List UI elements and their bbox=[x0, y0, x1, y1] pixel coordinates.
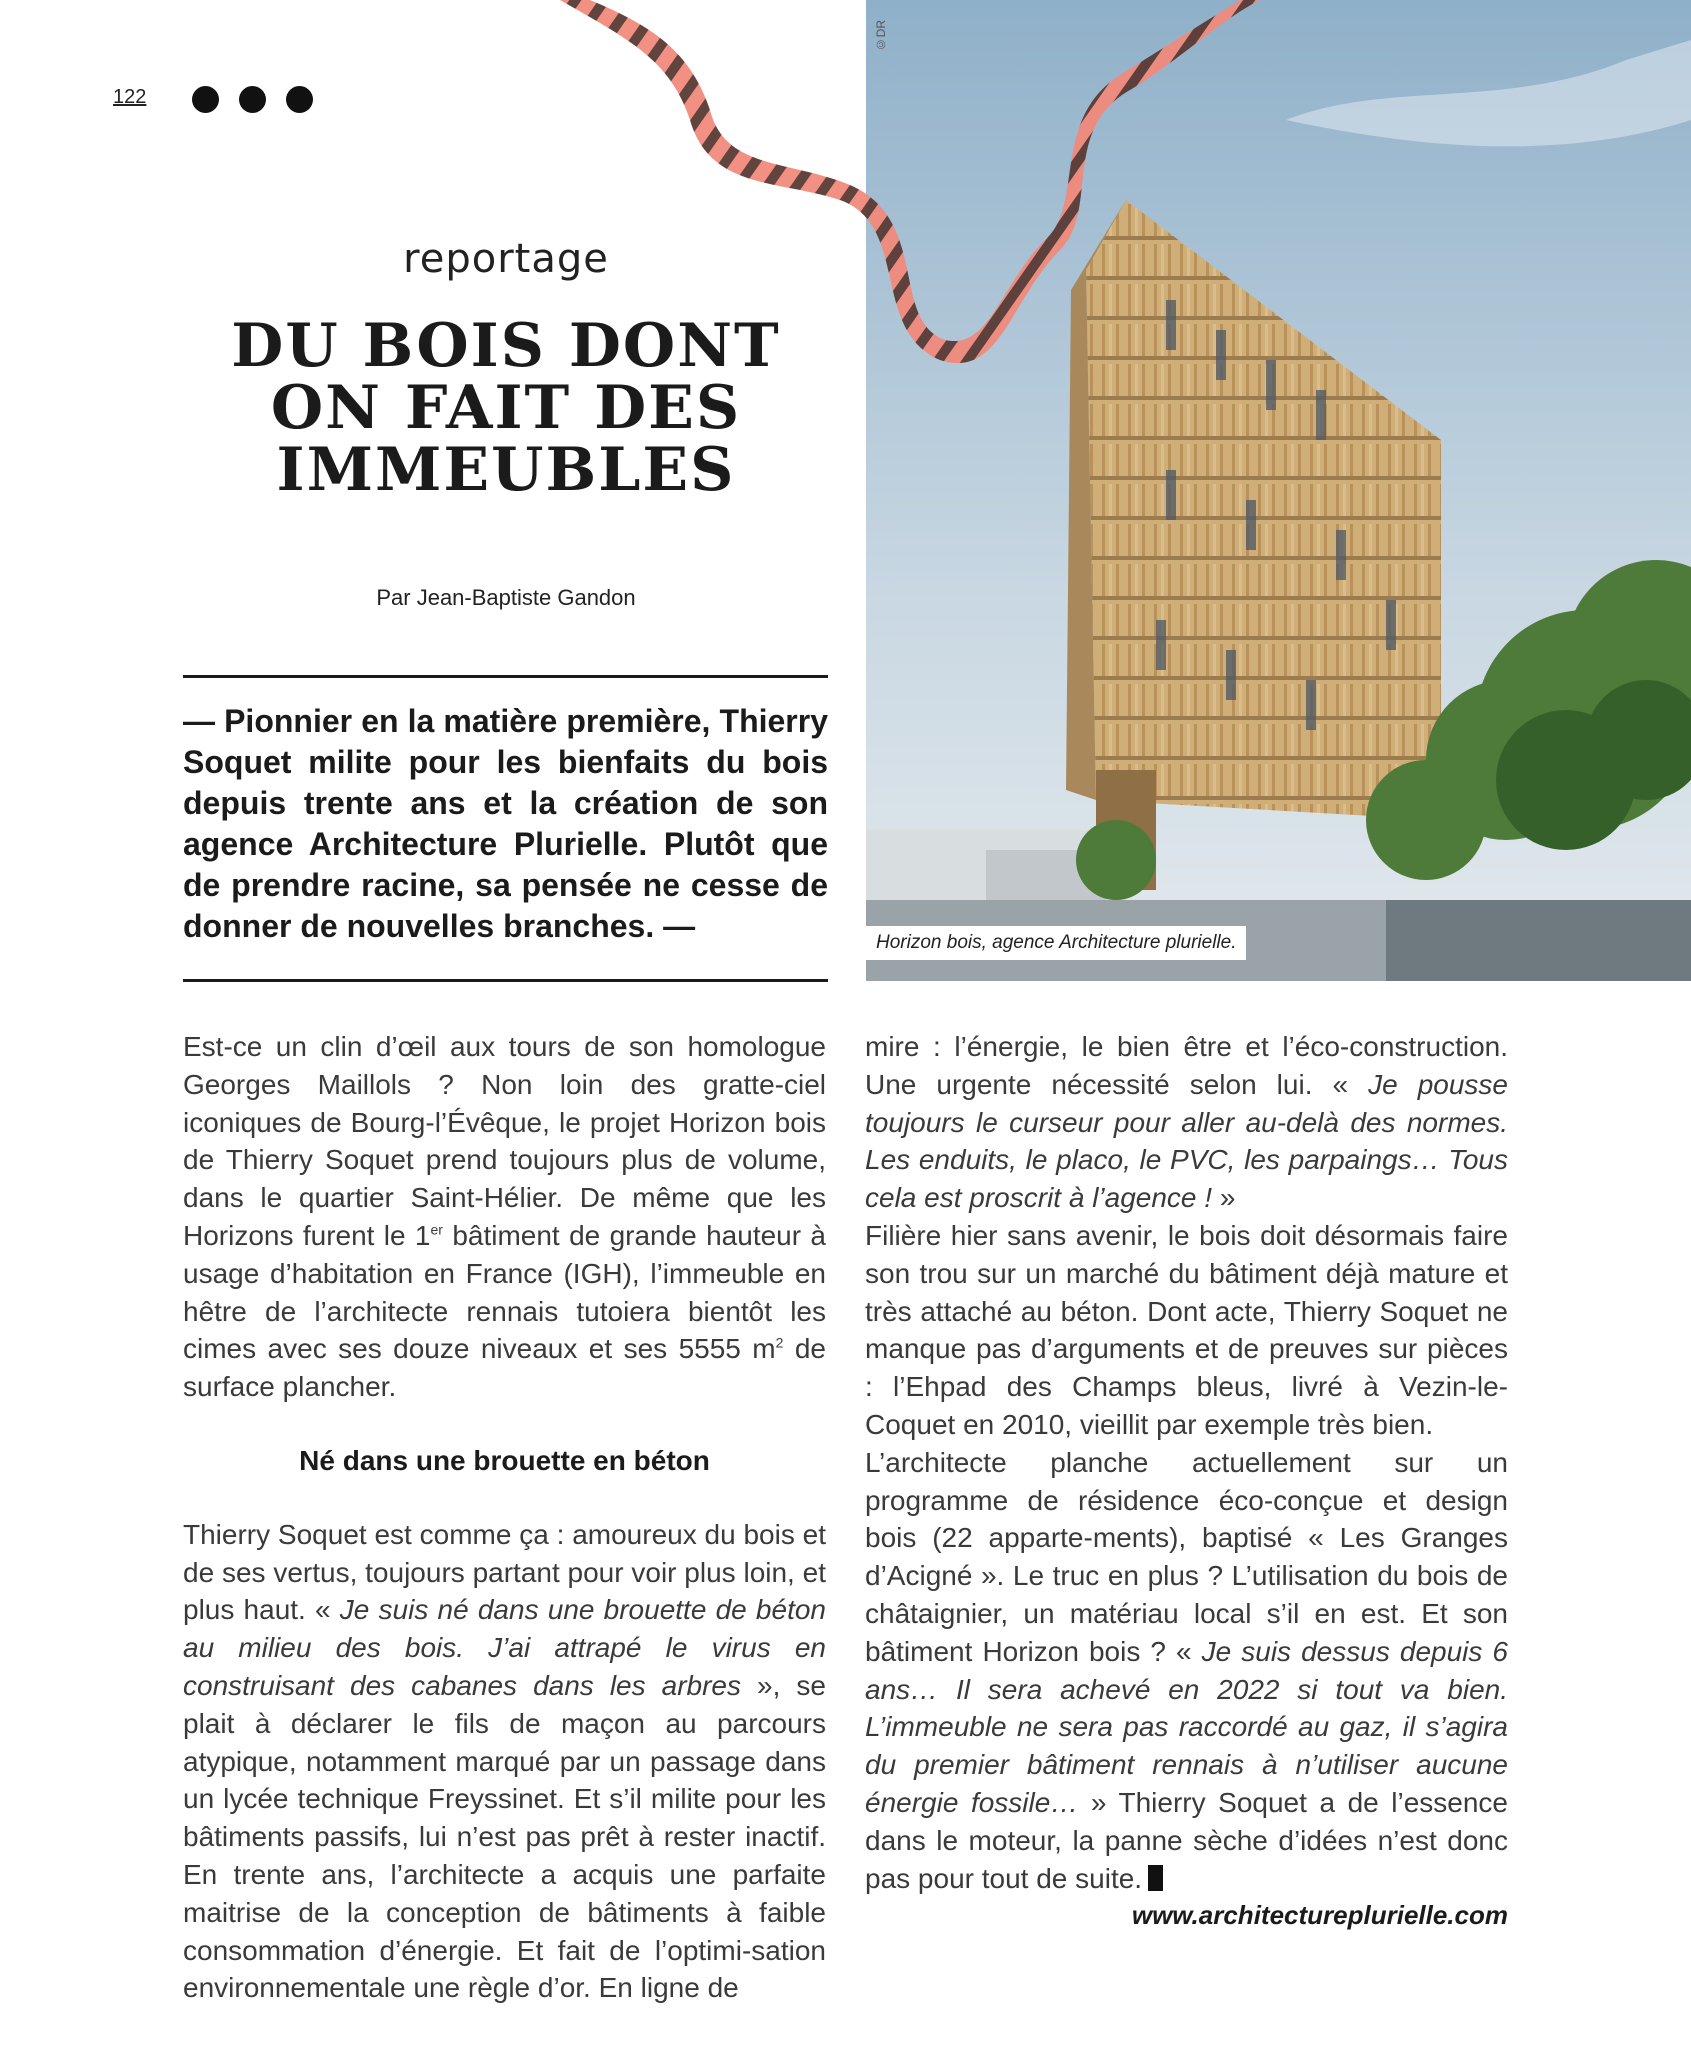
text-column-left bbox=[183, 1028, 826, 2007]
paragraph bbox=[183, 1516, 826, 2007]
dot bbox=[239, 86, 266, 113]
text-run: L’architecte planche actuellement sur un programme de résidence éco-conçue et design bois (22 apparte-ments), baptisé « Les Granges d’Acigné ». Le truc en plus ? L’utilisation du bois de châtaignier, un matériau local s’il en est. Et son bâtiment Horizon bois ? « bbox=[865, 1446, 1508, 1667]
decorative-dots bbox=[192, 86, 313, 113]
superscript: er bbox=[430, 1221, 443, 1238]
text-run: bâtiment de grande hauteur à usage d’habitation en France (IGH), l’immeuble en hêtre de l’architecte rennais tutoiera bientôt les cimes avec ses douze niveaux et ses 5555 m bbox=[183, 1219, 826, 1365]
website-link[interactable]: www.architectureplurielle.com bbox=[1131, 1900, 1508, 1930]
lead-paragraph: — Pionnier en la matière première, Thierry Soquet milite pour les bienfaits du bois depuis trente ans et la création de son agence Architecture Plurielle. Plutôt que de prendre racine, sa pensée ne cesse de donner de nouvelles branches. — bbox=[183, 703, 828, 944]
text-run: Thierry Soquet est comme ça : amoureux du bois et de ses vertus, toujours partant pour voir plus loin, et plus haut. « bbox=[183, 1518, 826, 1626]
photo-credit: ©DR bbox=[874, 20, 888, 52]
article-title: DU BOIS DONT ON FAIT DES IMMEUBLES bbox=[231, 311, 781, 505]
divider bbox=[183, 675, 828, 678]
page-number: 122 bbox=[113, 86, 147, 108]
text-run: », se plait à déclarer le fils de maçon au parcours atypique, notamment marqué par un passage dans un lycée technique Freyssinet. Et s’il milite pour les bâtiments passifs, lui n’est pas prêt à rester inactif. En trente ans, l’architecte a acquis une parfaite maitrise de la conception de bâtiments à faible consommation d’énergie. Et fait de l’optimi-sation environnementale une règle d’or. En ligne de bbox=[183, 1669, 827, 2004]
photo-caption: Horizon bois, agence Architecture plurielle. bbox=[866, 926, 1246, 960]
text-run: Est-ce un clin d’œil aux tours de son homologue Georges Maillols ? Non loin des gratte-ciel iconiques de Bourg-l’Évêque, le projet Horizon bois de Thierry Soquet prend toujours plus de volume, dans le quartier Saint-Hélier. De même que les Horizons furent le 1 bbox=[183, 1031, 826, 1251]
section-rubric: reportage bbox=[403, 236, 609, 282]
end-mark bbox=[1148, 1865, 1163, 1891]
divider bbox=[183, 979, 828, 982]
text-run: de surface plancher. bbox=[183, 1333, 826, 1403]
byline: Par Jean-Baptiste Gandon bbox=[376, 585, 636, 610]
dot bbox=[192, 86, 219, 113]
paragraph bbox=[183, 1028, 826, 1406]
text-run: » bbox=[1212, 1182, 1236, 1214]
dot bbox=[286, 86, 313, 113]
text-run: » Thierry Soquet a de l’essence dans le moteur, la panne sèche d’idées n’est donc pas pour tout de suite. bbox=[865, 1786, 1508, 1894]
subheading: Né dans une brouette en béton bbox=[299, 1444, 710, 1476]
superscript: 2 bbox=[775, 1335, 784, 1352]
text-column-right bbox=[865, 1028, 1508, 1897]
text-run: mire : l’énergie, le bien être et l’éco-construction. Une urgente nécessité selon lui. « bbox=[865, 1031, 1508, 1100]
quote: Je suis né dans une brouette de béton au milieu des bois. J’ai attrapé le virus en construisant des cabanes dans les arbres bbox=[183, 1594, 826, 1701]
quote: Je suis dessus depuis 6 ans… Il sera achevé en 2022 si tout va bien. L’immeuble ne sera pas raccordé au gaz, il s’agira du premier bâtiment rennais à n’utiliser aucune énergie fossile… bbox=[865, 1635, 1509, 1818]
quote: Je pousse toujours le curseur pour aller au-delà des normes. Les enduits, le placo, le PVC, les parpaings… Tous cela est proscrit à l’agence ! bbox=[865, 1068, 1508, 1214]
paragraph bbox=[865, 1444, 1508, 1898]
paragraph: Filière hier sans avenir, le bois doit désormais faire son trou sur un marché du bâtiment déjà mature et très attaché au béton. Dont acte, Thierry Soquet ne manque pas d’arguments et de preuves sur pièces : l’Ehpad des Champs bleus, livré à Vezin-le-Coquet en 2010, vieillit par exemple très bien. bbox=[865, 1219, 1508, 1440]
paragraph bbox=[865, 1028, 1508, 1217]
